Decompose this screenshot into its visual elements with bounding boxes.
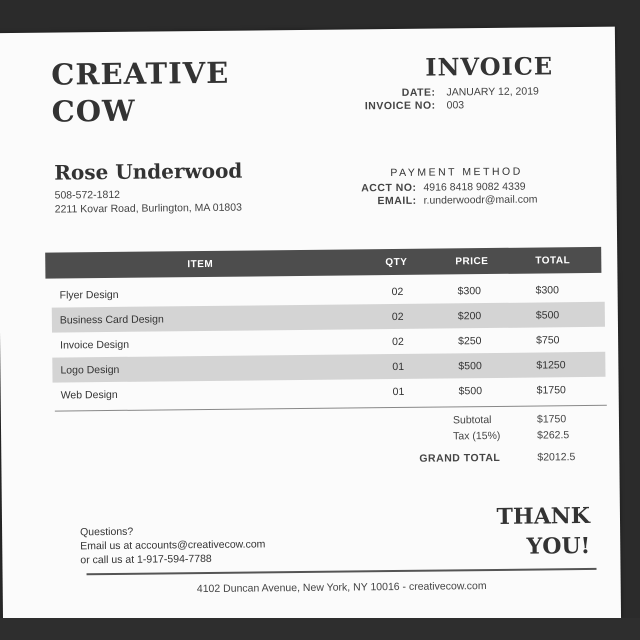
- row-price: $250: [458, 335, 482, 348]
- row-price: $500: [458, 360, 482, 373]
- thank-you-message: [466, 501, 591, 562]
- bottom-background-band: [0, 618, 640, 640]
- row-qty: 02: [391, 285, 404, 299]
- subtotal-label: Subtotal: [452, 414, 492, 427]
- grand-total-label: GRAND TOTAL: [419, 451, 501, 465]
- row-price: $300: [457, 285, 482, 298]
- date-value: JANUARY 12, 2019: [446, 85, 539, 99]
- footer-address: 4102 Duncan Avenue, New York, NY 10016 - creativecow.com: [196, 580, 487, 596]
- row-item: Web Design: [60, 388, 118, 402]
- row-total: $500: [535, 309, 560, 322]
- invoice-number-label: INVOICE NO:: [364, 99, 436, 113]
- company-logo: [51, 55, 230, 131]
- acct-label: ACCT NO:: [361, 181, 417, 195]
- invoice-number: [350, 99, 465, 112]
- header-total: TOTAL: [535, 255, 571, 267]
- tax-value: $262.5: [537, 429, 570, 442]
- thanks-line2: YOU!: [526, 532, 591, 560]
- thanks-line1: THANK: [496, 502, 591, 530]
- company-name-line1: CREATIVE: [51, 55, 230, 92]
- header-qty: QTY: [385, 256, 408, 269]
- table-row: [53, 377, 606, 408]
- client-phone: 508-572-1812: [54, 188, 121, 202]
- header-item: ITEM: [187, 258, 214, 271]
- client-name: Rose Underwood: [54, 158, 243, 185]
- payment-method-title: PAYMENT METHOD: [390, 165, 523, 180]
- row-price: $500: [458, 385, 483, 398]
- grand-total-value: $2012.5: [537, 451, 576, 464]
- invoice-title: INVOICE: [425, 51, 554, 82]
- row-item: Logo Design: [60, 363, 120, 377]
- payment-email: [357, 194, 538, 208]
- footer-divider: [87, 568, 597, 575]
- contact-email-line: Email us at accounts@creativecow.com: [80, 538, 266, 553]
- row-total: $1250: [536, 359, 566, 372]
- invoice-document: [0, 27, 621, 625]
- contact-phone-line: or call us at 1-917-594-7788: [80, 552, 212, 567]
- subtotal-value: $1750: [536, 413, 567, 426]
- row-qty: 02: [392, 335, 404, 349]
- company-name-line2: COW: [51, 93, 136, 129]
- row-item: Flyer Design: [59, 288, 119, 302]
- row-qty: 02: [391, 310, 404, 324]
- client-address: 2211 Kovar Road, Burlington, MA 01803: [54, 201, 242, 216]
- date-label: DATE:: [401, 86, 436, 99]
- acct-value: 4916 8418 9082 4339: [423, 180, 526, 194]
- row-total: $300: [535, 284, 560, 297]
- email-value: r.underwoodr@mail.com: [423, 193, 538, 207]
- row-total: $750: [536, 334, 560, 347]
- row-item: Business Card Design: [59, 313, 164, 327]
- email-label: EMAIL:: [377, 194, 417, 208]
- header-price: PRICE: [455, 256, 489, 268]
- row-price: $200: [457, 310, 482, 323]
- invoice-number-value: 003: [446, 99, 465, 112]
- account-number: [356, 181, 525, 195]
- row-qty: 01: [392, 385, 405, 399]
- row-qty: 01: [392, 360, 405, 374]
- invoice-date: [349, 85, 538, 99]
- tax-label: Tax (15%): [453, 429, 501, 443]
- table-header: [45, 247, 601, 279]
- row-total: $1750: [536, 384, 566, 397]
- row-item: Invoice Design: [60, 338, 130, 352]
- contact-question: Questions?: [80, 525, 134, 539]
